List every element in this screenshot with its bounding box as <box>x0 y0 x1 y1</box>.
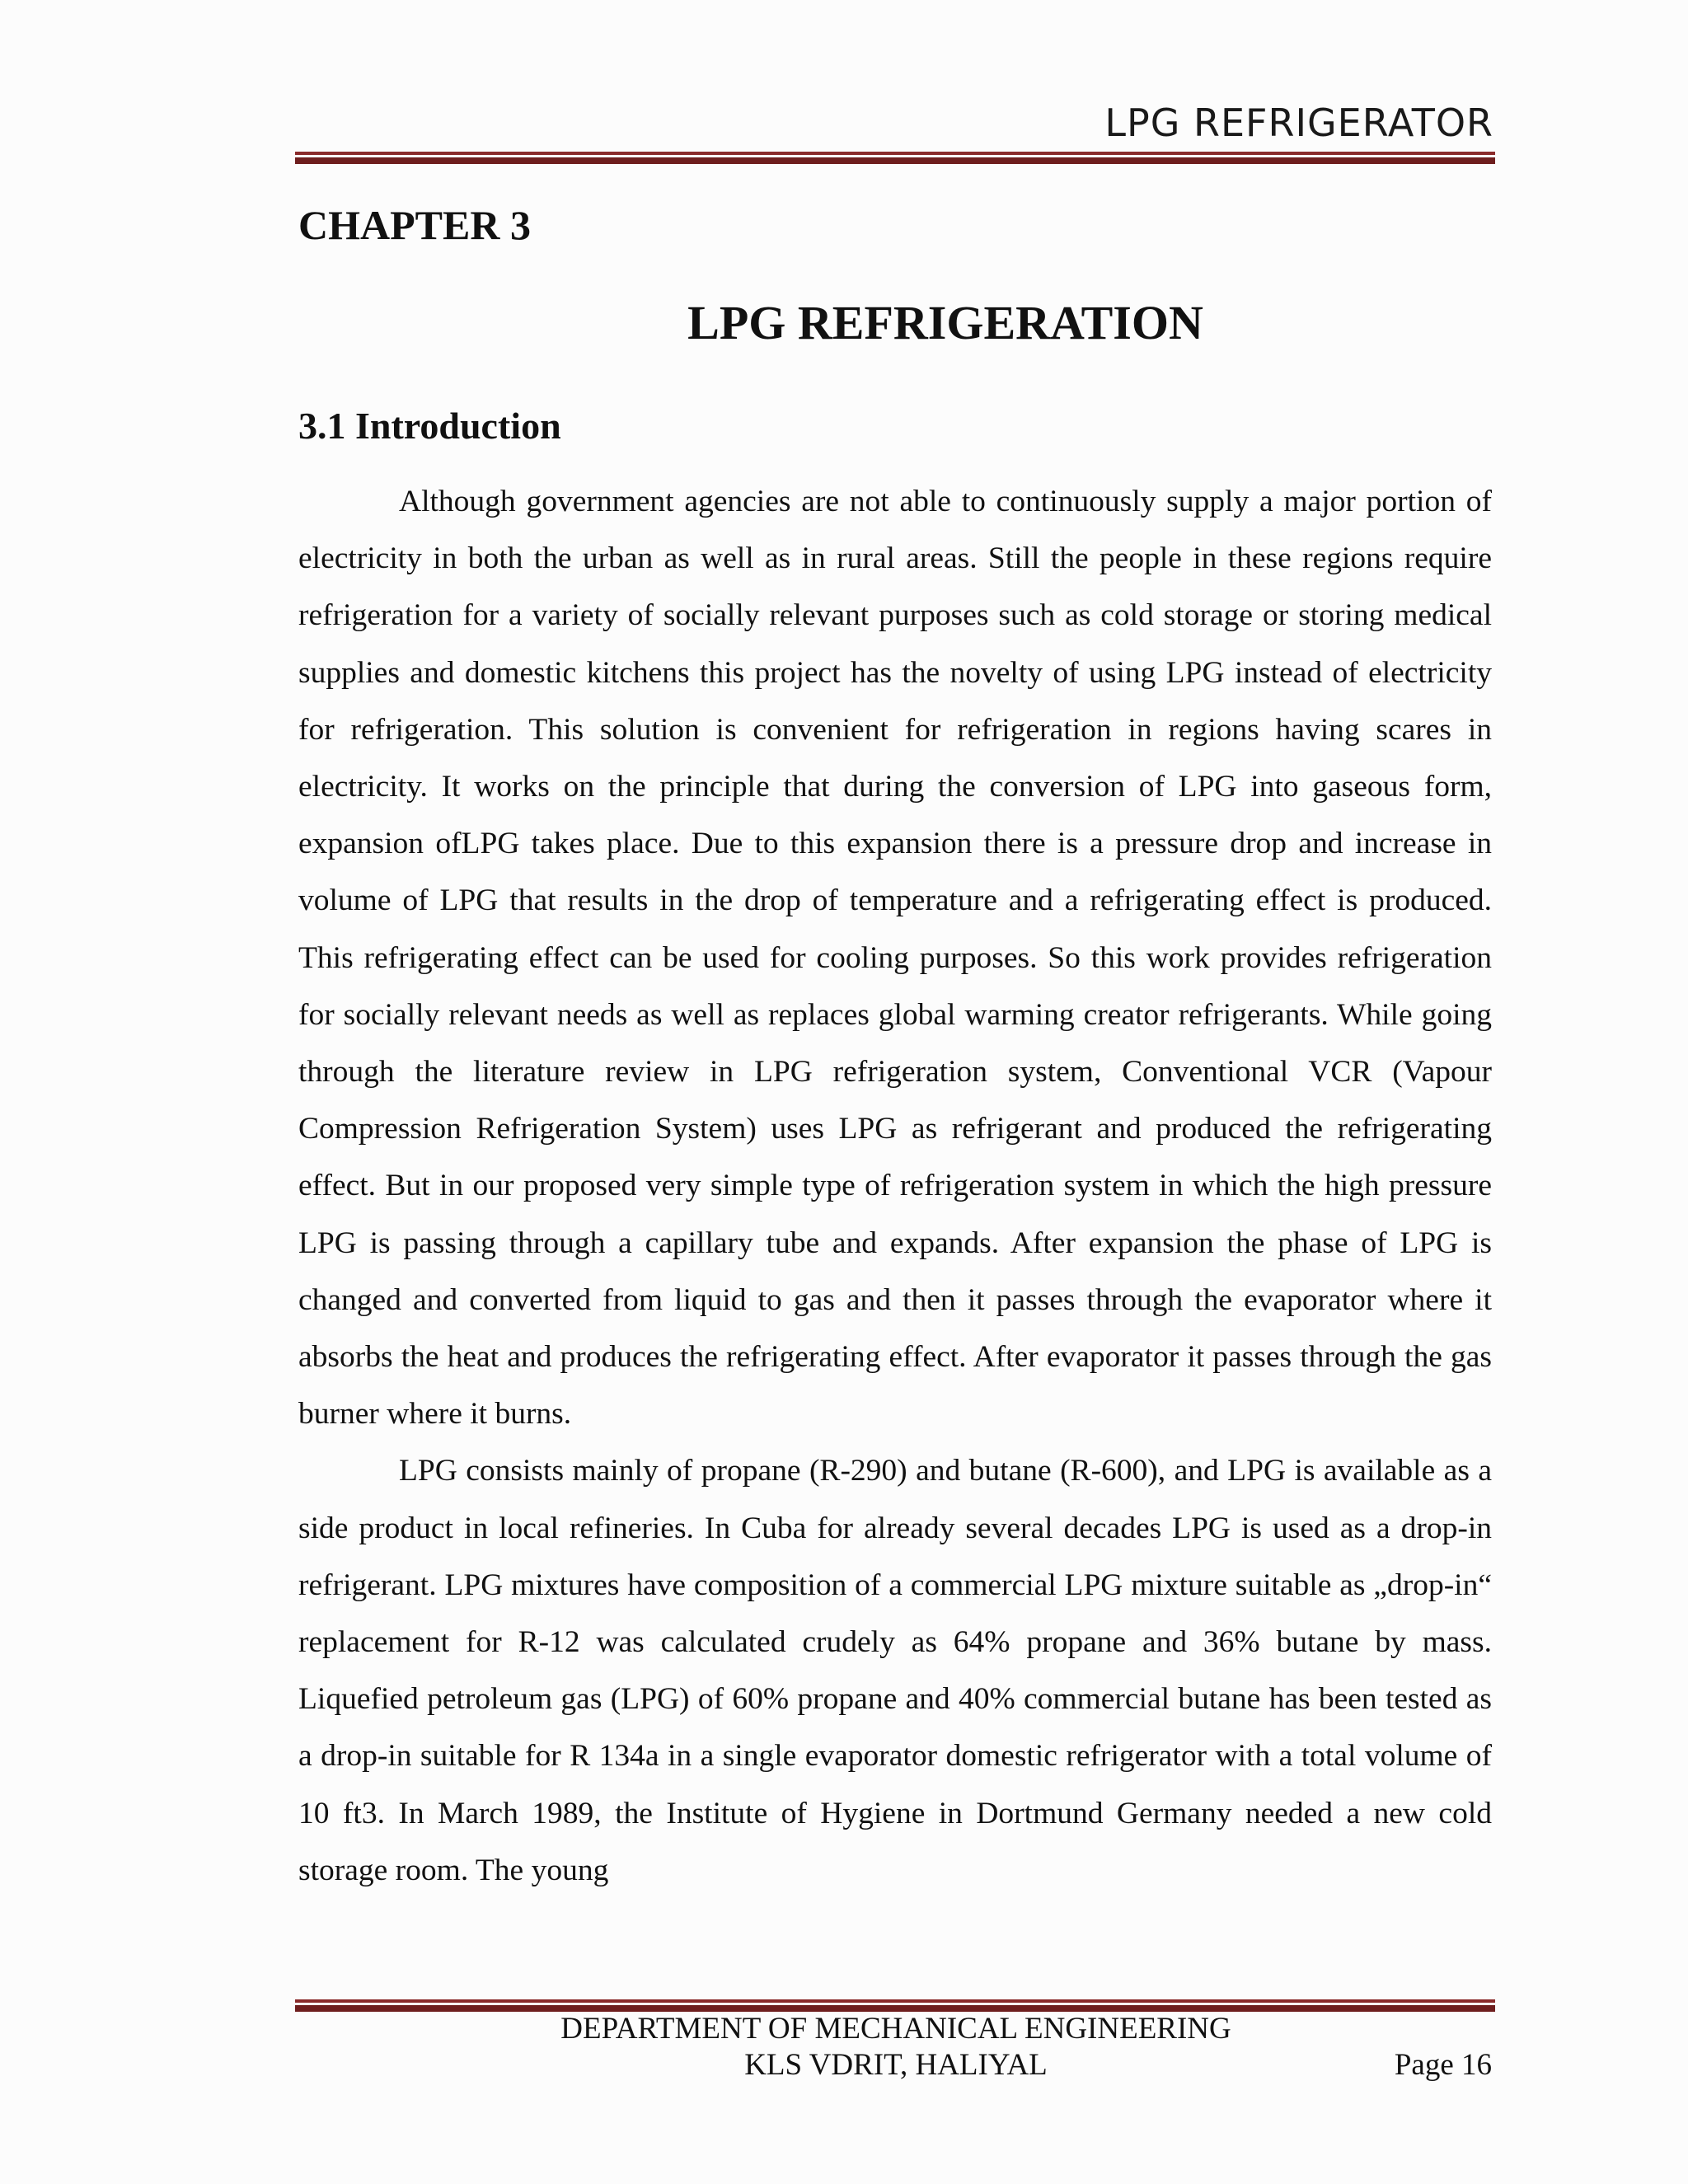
footer-department: DEPARTMENT OF MECHANICAL ENGINEERING <box>560 2012 1231 2046</box>
chapter-label: CHAPTER 3 <box>298 202 531 248</box>
header-rule <box>295 152 1495 164</box>
page-number: Page 16 <box>1394 2048 1492 2082</box>
body-text <box>298 473 1492 1899</box>
paragraph-2: LPG consists mainly of propane (R-290) and butane (R-600), and LPG is available as a side product in local refineries. In Cuba for already several decades LPG is used as a drop-in refrigerant. LPG mixtures have composition of a commercial LPG mixture suitable as „drop-in“ replacement for R-12 was calculated crudely as 64% propane and 36% butane by mass. Liquefied petroleum gas (LPG) of 60% propane and 40% commercial butane has been tested as a drop-in suitable for R 134a in a single evaporator domestic refrigerator with a total volume of 10 ft3. In March 1989, the Institute of Hygiene in Dortmund Germany needed a new cold storage room. The young <box>298 1454 1492 1887</box>
footer-institution: KLS VDRIT, HALIYAL <box>744 2048 1048 2082</box>
chapter-title: LPG REFRIGERATION <box>687 296 1203 349</box>
running-header: LPG REFRIGERATOR <box>1104 101 1493 145</box>
paragraph-1: Although government agencies are not able to continuously supply a major portion of electricity in both the urban as well as in rural areas. Still the people in these regions require refrigeration for a variety of socially relevant purposes such as cold storage or storing medical supplies and domestic kitchens this project has the novelty of using LPG instead of electricity for refrigeration. This solution is convenient for refrigeration in regions having scares in electricity. It works on the principle that during the conversion of LPG into gaseous form, expansion ofLPG takes place. Due to this expansion there is a pressure drop and increase in volume of LPG that results in the drop of temperature and a refrigerating effect is produced. This refrigerating effect can be used for cooling purposes. So this work provides refrigeration for socially relevant needs as well as replaces global warming creator refrigerants. While going through the literature review in LPG refrigeration system, Conventional VCR (Vapour Compression Refrigeration System) uses LPG as refrigerant and produced the refrigerating effect. But in our proposed very simple type of refrigeration system in which the high pressure LPG is passing through a capillary tube and expands. After expansion the phase of LPG is changed and converted from liquid to gas and then it passes through the evaporator where it absorbs the heat and produces the refrigerating effect. After evaporator it passes through the gas burner where it burns. <box>298 485 1492 1432</box>
section-heading: 3.1 Introduction <box>298 405 561 447</box>
footer-rule <box>295 1999 1495 2012</box>
